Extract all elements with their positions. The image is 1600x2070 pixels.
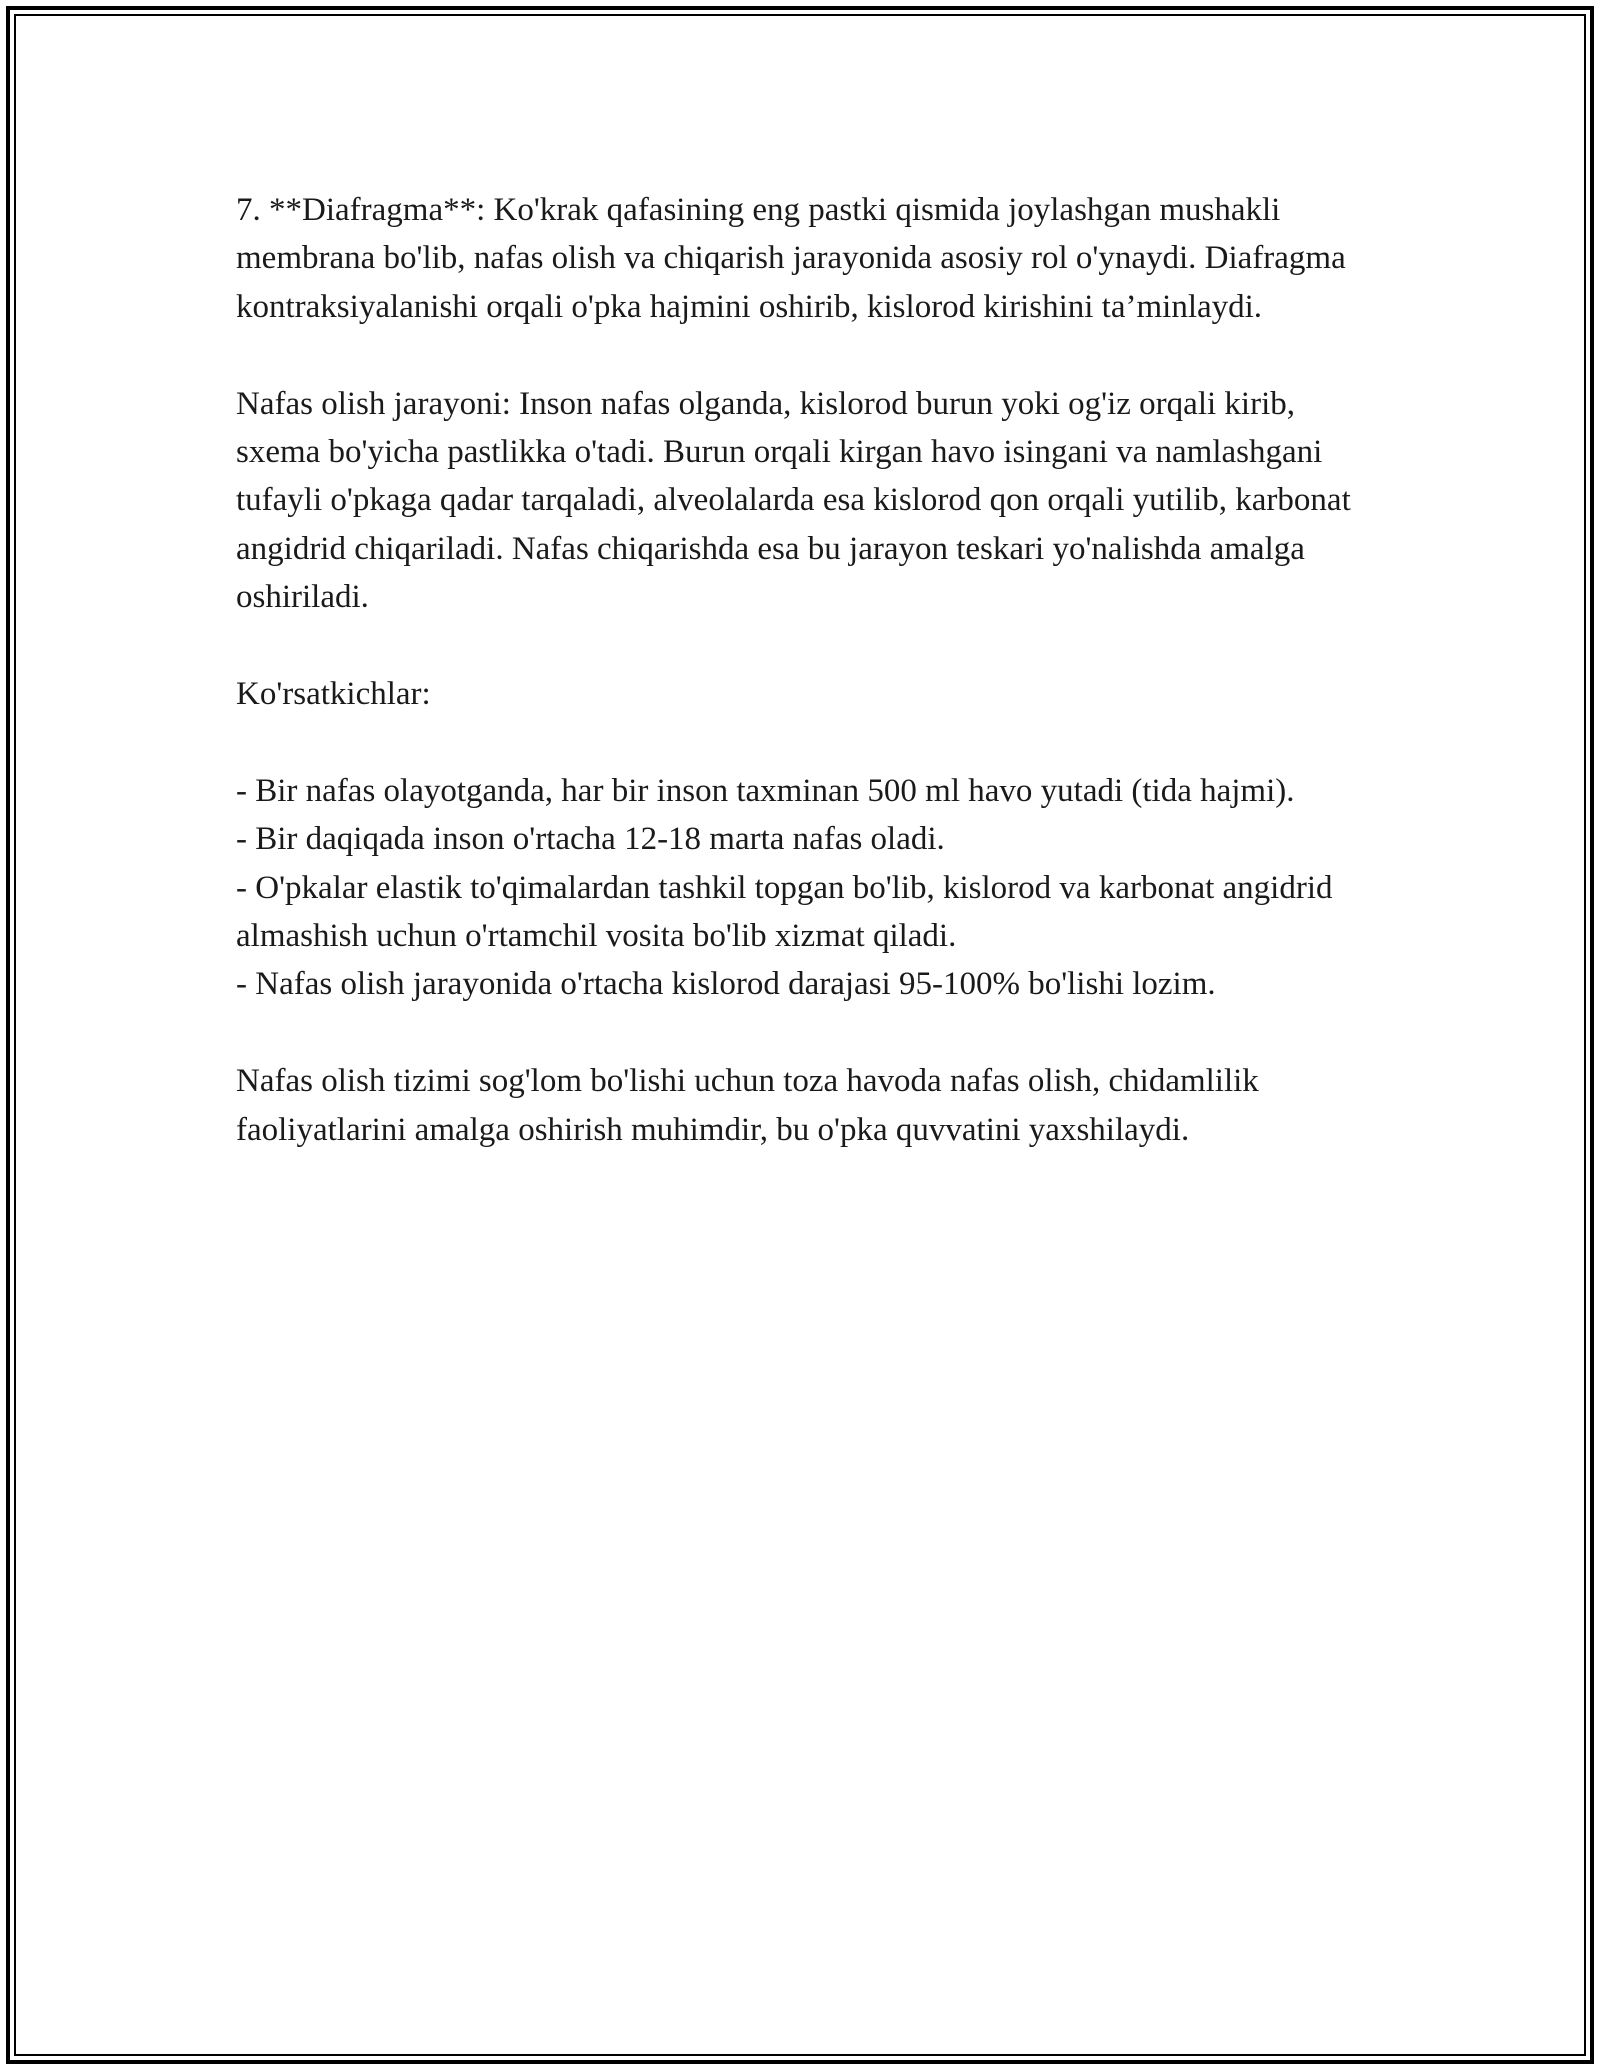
list-item: - Nafas olish jarayonida o'rtacha kislorod darajasi 95-100% bo'lishi lozim. xyxy=(236,966,1216,1003)
list-item: - Bir daqiqada inson o'rtacha 12-18 marta nafas oladi. xyxy=(236,821,945,858)
list-item: - Bir nafas olayotganda, har bir inson taxminan 500 ml havo yutadi (tida hajmi). xyxy=(236,772,1295,809)
paragraph-conclusion: Nafas olish tizimi sog'lom bo'lishi uchun toza havoda nafas olish, chidamlilik faoliyatlarini amalga oshirish muhimdir, bu o'pka quvvatini yaxshilaydi. xyxy=(236,1063,1259,1148)
indicators-list xyxy=(236,767,1376,1009)
paragraph-diafragma: 7. **Diafragma**: Ko'krak qafasining eng pastki qismida joylashgan mushakli membrana bo'lib, nafas olish va chiqarish jarayonida asosiy rol o'ynaydi. Diafragma kontraksiyalanishi orqali o'pka hajmini oshirib, kislorod kirishini ta’minlaydi. xyxy=(236,192,1346,325)
heading-indicators: Ko'rsatkichlar: xyxy=(236,676,431,713)
document-body xyxy=(236,186,1376,1202)
list-item: - O'pkalar elastik to'qimalardan tashkil topgan bo'lib, kislorod va karbonat angidrid almashish uchun o'rtamchil vosita bo'lib xizmat qiladi. xyxy=(236,869,1333,955)
paragraph-breathing-process: Nafas olish jarayoni: Inson nafas olganda, kislorod burun yoki og'iz orqali kirib, sxema bo'yicha pastlikka o'tadi. Burun orqali kirgan havo isingani va namlashgani tufayli o'pkaga qadar tarqaladi, alveolalarda esa kislorod qon orqali yutilib, karbonat angidrid chiqariladi. Nafas chiqarishda esa bu jarayon teskari yo'nalishda amalga oshiriladi. xyxy=(236,385,1351,616)
